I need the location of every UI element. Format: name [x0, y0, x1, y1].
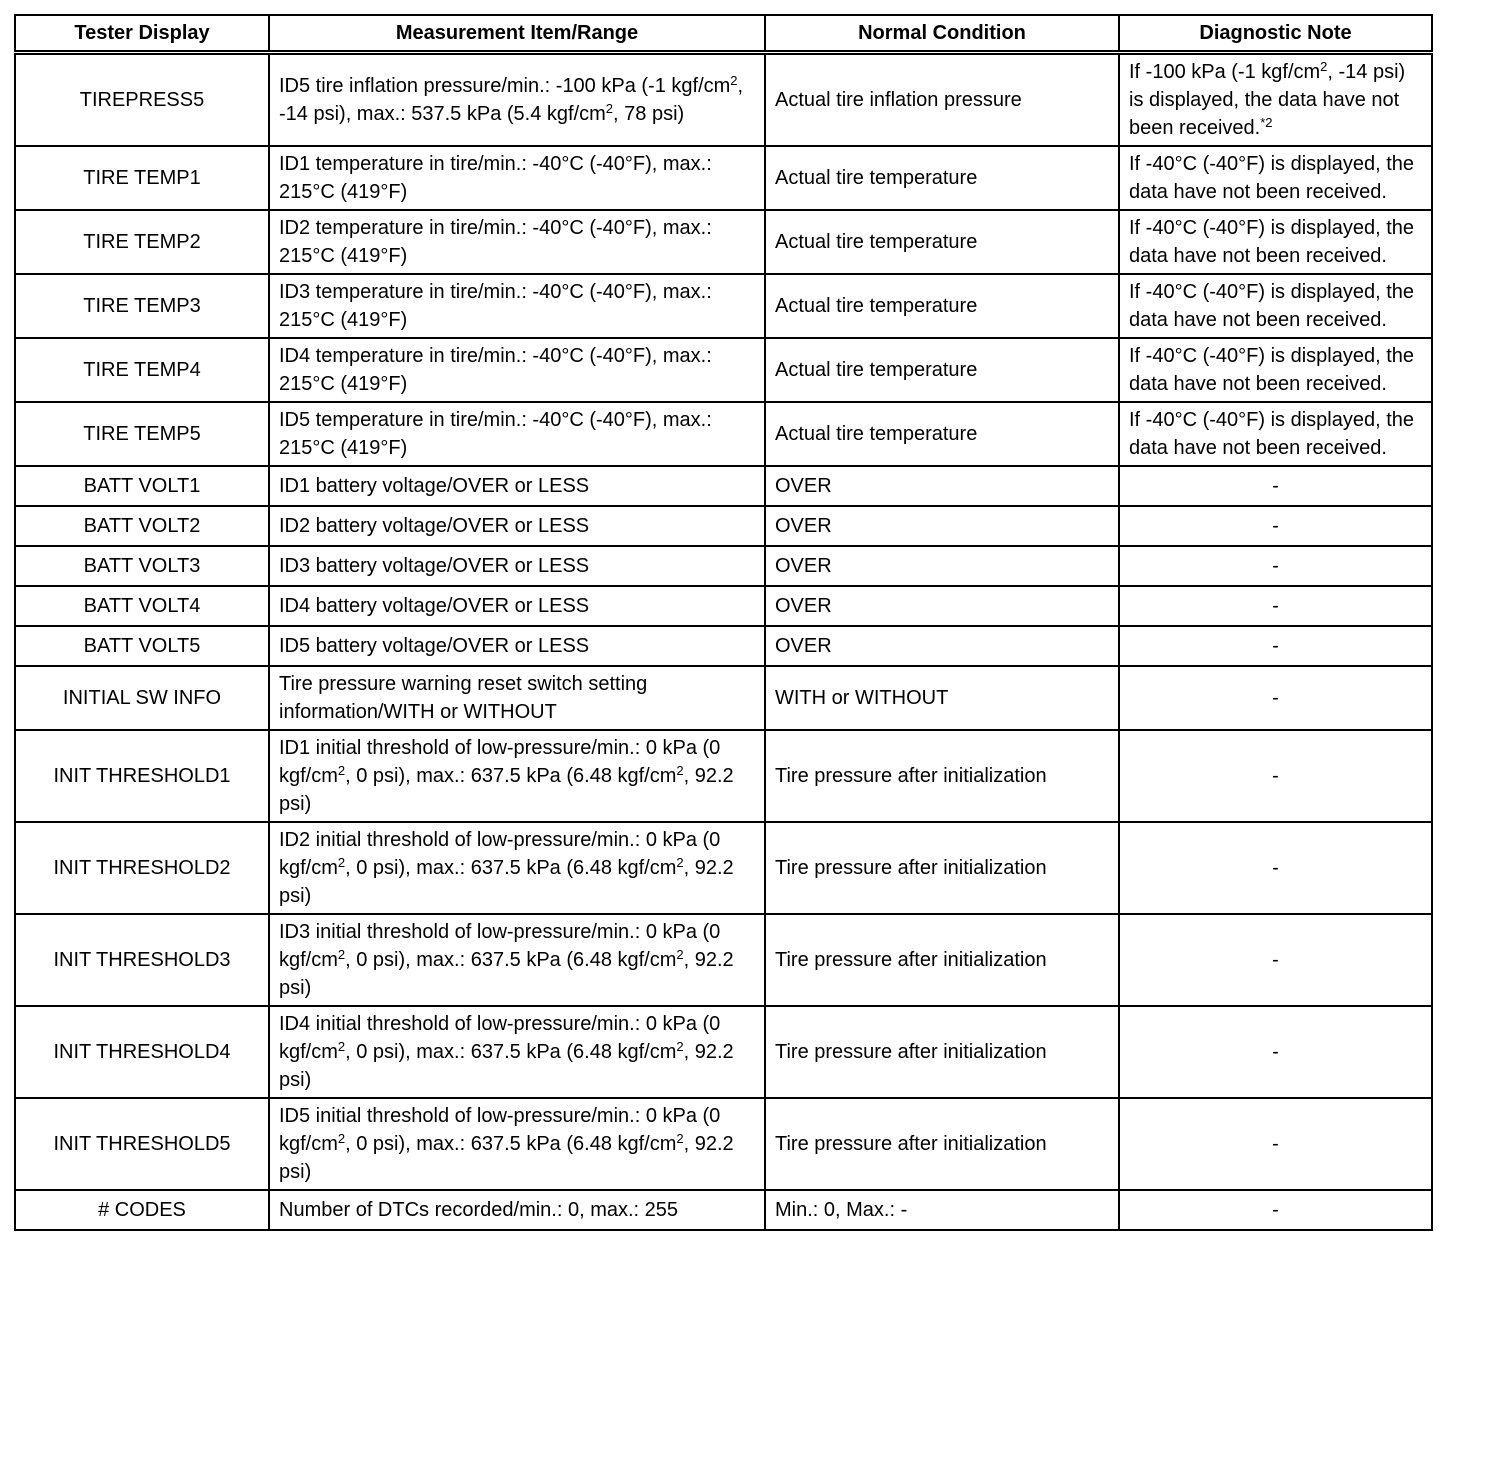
- table-row: [15, 586, 1432, 626]
- cell-normal-condition: OVER: [765, 586, 1119, 626]
- cell-tester-display: BATT VOLT3: [15, 546, 269, 586]
- table-row: [15, 666, 1432, 730]
- cell-normal-condition: Tire pressure after initialization: [765, 730, 1119, 822]
- table-row: [15, 466, 1432, 506]
- cell-measurement-item-range: ID3 battery voltage/OVER or LESS: [269, 546, 765, 586]
- cell-normal-condition: Actual tire temperature: [765, 338, 1119, 402]
- cell-tester-display: BATT VOLT4: [15, 586, 269, 626]
- cell-measurement-item-range: ID5 tire inflation pressure/min.: -100 kPa (-1 kgf/$cm^2$, -14 psi), max.: 537.5 kPa (5.4 kgf/$cm^2$, 78 psi): [269, 53, 765, 147]
- cell-normal-condition: Tire pressure after initialization: [765, 822, 1119, 914]
- table-header-row: [15, 15, 1432, 53]
- cell-normal-condition: OVER: [765, 506, 1119, 546]
- cell-normal-condition: Actual tire temperature: [765, 210, 1119, 274]
- table-row: [15, 1190, 1432, 1230]
- cell-normal-condition: OVER: [765, 466, 1119, 506]
- cell-diagnostic-note: -: [1119, 666, 1432, 730]
- cell-normal-condition: OVER: [765, 546, 1119, 586]
- cell-tester-display: TIREPRESS5: [15, 53, 269, 147]
- cell-diagnostic-note: -: [1119, 586, 1432, 626]
- cell-tester-display: INIT THRESHOLD5: [15, 1098, 269, 1190]
- cell-tester-display: TIRE TEMP5: [15, 402, 269, 466]
- cell-tester-display: BATT VOLT1: [15, 466, 269, 506]
- cell-diagnostic-note: -: [1119, 1190, 1432, 1230]
- cell-diagnostic-note: -: [1119, 626, 1432, 666]
- cell-tester-display: INIT THRESHOLD3: [15, 914, 269, 1006]
- table-row: [15, 210, 1432, 274]
- cell-tester-display: INIT THRESHOLD1: [15, 730, 269, 822]
- table-row: [15, 274, 1432, 338]
- cell-tester-display: # CODES: [15, 1190, 269, 1230]
- cell-diagnostic-note: -: [1119, 1098, 1432, 1190]
- cell-measurement-item-range: Number of DTCs recorded/min.: 0, max.: 255: [269, 1190, 765, 1230]
- table-row: [15, 53, 1432, 147]
- cell-diagnostic-note: If -40°C (-40°F) is displayed, the data have not been received.: [1119, 210, 1432, 274]
- cell-tester-display: TIRE TEMP4: [15, 338, 269, 402]
- table-row: [15, 402, 1432, 466]
- cell-measurement-item-range: ID5 temperature in tire/min.: -40°C (-40°F), max.: 215°C (419°F): [269, 402, 765, 466]
- cell-diagnostic-note: If -40°C (-40°F) is displayed, the data have not been received.: [1119, 338, 1432, 402]
- cell-tester-display: TIRE TEMP1: [15, 146, 269, 210]
- cell-measurement-item-range: ID4 battery voltage/OVER or LESS: [269, 586, 765, 626]
- cell-normal-condition: Actual tire inflation pressure: [765, 53, 1119, 147]
- cell-measurement-item-range: ID2 temperature in tire/min.: -40°C (-40°F), max.: 215°C (419°F): [269, 210, 765, 274]
- cell-diagnostic-note: -: [1119, 506, 1432, 546]
- cell-tester-display: INIT THRESHOLD2: [15, 822, 269, 914]
- table-row: [15, 1006, 1432, 1098]
- header-normal-condition: Normal Condition: [765, 15, 1119, 53]
- table-row: [15, 506, 1432, 546]
- cell-measurement-item-range: ID1 temperature in tire/min.: -40°C (-40°F), max.: 215°C (419°F): [269, 146, 765, 210]
- cell-measurement-item-range: ID5 initial threshold of low-pressure/min.: 0 kPa (0 kgf/$cm^2$, 0 psi), max.: 637.5 kPa (6.48 kgf/$cm^2$, 92.2 psi): [269, 1098, 765, 1190]
- cell-normal-condition: Tire pressure after initialization: [765, 914, 1119, 1006]
- cell-diagnostic-note: -: [1119, 730, 1432, 822]
- header-tester-display: Tester Display: [15, 15, 269, 53]
- cell-tester-display: INIT THRESHOLD4: [15, 1006, 269, 1098]
- cell-tester-display: TIRE TEMP3: [15, 274, 269, 338]
- cell-diagnostic-note: -: [1119, 1006, 1432, 1098]
- table-row: [15, 338, 1432, 402]
- cell-measurement-item-range: Tire pressure warning reset switch setting information/WITH or WITHOUT: [269, 666, 765, 730]
- table-row: [15, 730, 1432, 822]
- cell-normal-condition: Tire pressure after initialization: [765, 1098, 1119, 1190]
- cell-diagnostic-note: -: [1119, 546, 1432, 586]
- cell-measurement-item-range: ID4 initial threshold of low-pressure/min.: 0 kPa (0 kgf/$cm^2$, 0 psi), max.: 637.5 kPa (6.48 kgf/$cm^2$, 92.2 psi): [269, 1006, 765, 1098]
- cell-tester-display: BATT VOLT5: [15, 626, 269, 666]
- table-row: [15, 626, 1432, 666]
- cell-normal-condition: Actual tire temperature: [765, 274, 1119, 338]
- cell-measurement-item-range: ID1 initial threshold of low-pressure/min.: 0 kPa (0 kgf/$cm^2$, 0 psi), max.: 637.5 kPa (6.48 kgf/$cm^2$, 92.2 psi): [269, 730, 765, 822]
- cell-diagnostic-note: If -40°C (-40°F) is displayed, the data have not been received.: [1119, 274, 1432, 338]
- table-body: [15, 53, 1432, 1231]
- cell-diagnostic-note: -: [1119, 466, 1432, 506]
- cell-normal-condition: WITH or WITHOUT: [765, 666, 1119, 730]
- table-row: [15, 822, 1432, 914]
- cell-diagnostic-note: -: [1119, 822, 1432, 914]
- cell-measurement-item-range: ID3 initial threshold of low-pressure/min.: 0 kPa (0 kgf/$cm^2$, 0 psi), max.: 637.5 kPa (6.48 kgf/$cm^2$, 92.2 psi): [269, 914, 765, 1006]
- table-row: [15, 146, 1432, 210]
- cell-tester-display: BATT VOLT2: [15, 506, 269, 546]
- cell-measurement-item-range: ID2 initial threshold of low-pressure/min.: 0 kPa (0 kgf/$cm^2$, 0 psi), max.: 637.5 kPa (6.48 kgf/$cm^2$, 92.2 psi): [269, 822, 765, 914]
- cell-normal-condition: Actual tire temperature: [765, 402, 1119, 466]
- cell-diagnostic-note: If -40°C (-40°F) is displayed, the data have not been received.: [1119, 146, 1432, 210]
- cell-diagnostic-note: If -40°C (-40°F) is displayed, the data have not been received.: [1119, 402, 1432, 466]
- cell-measurement-item-range: ID2 battery voltage/OVER or LESS: [269, 506, 765, 546]
- cell-measurement-item-range: ID1 battery voltage/OVER or LESS: [269, 466, 765, 506]
- table-row: [15, 546, 1432, 586]
- cell-measurement-item-range: ID3 temperature in tire/min.: -40°C (-40°F), max.: 215°C (419°F): [269, 274, 765, 338]
- cell-normal-condition: Actual tire temperature: [765, 146, 1119, 210]
- cell-diagnostic-note: If -100 kPa (-1 kgf/$cm^2$, -14 psi) is displayed, the data have not been received.$^{*2}$: [1119, 53, 1432, 147]
- cell-tester-display: INITIAL SW INFO: [15, 666, 269, 730]
- cell-diagnostic-note: -: [1119, 914, 1432, 1006]
- cell-measurement-item-range: ID4 temperature in tire/min.: -40°C (-40°F), max.: 215°C (419°F): [269, 338, 765, 402]
- table-row: [15, 1098, 1432, 1190]
- data-list-table: [14, 14, 1433, 1231]
- cell-measurement-item-range: ID5 battery voltage/OVER or LESS: [269, 626, 765, 666]
- header-measurement-item-range: Measurement Item/Range: [269, 15, 765, 53]
- cell-normal-condition: Tire pressure after initialization: [765, 1006, 1119, 1098]
- table-row: [15, 914, 1432, 1006]
- cell-normal-condition: OVER: [765, 626, 1119, 666]
- header-diagnostic-note: Diagnostic Note: [1119, 15, 1432, 53]
- cell-normal-condition: Min.: 0, Max.: -: [765, 1190, 1119, 1230]
- cell-tester-display: TIRE TEMP2: [15, 210, 269, 274]
